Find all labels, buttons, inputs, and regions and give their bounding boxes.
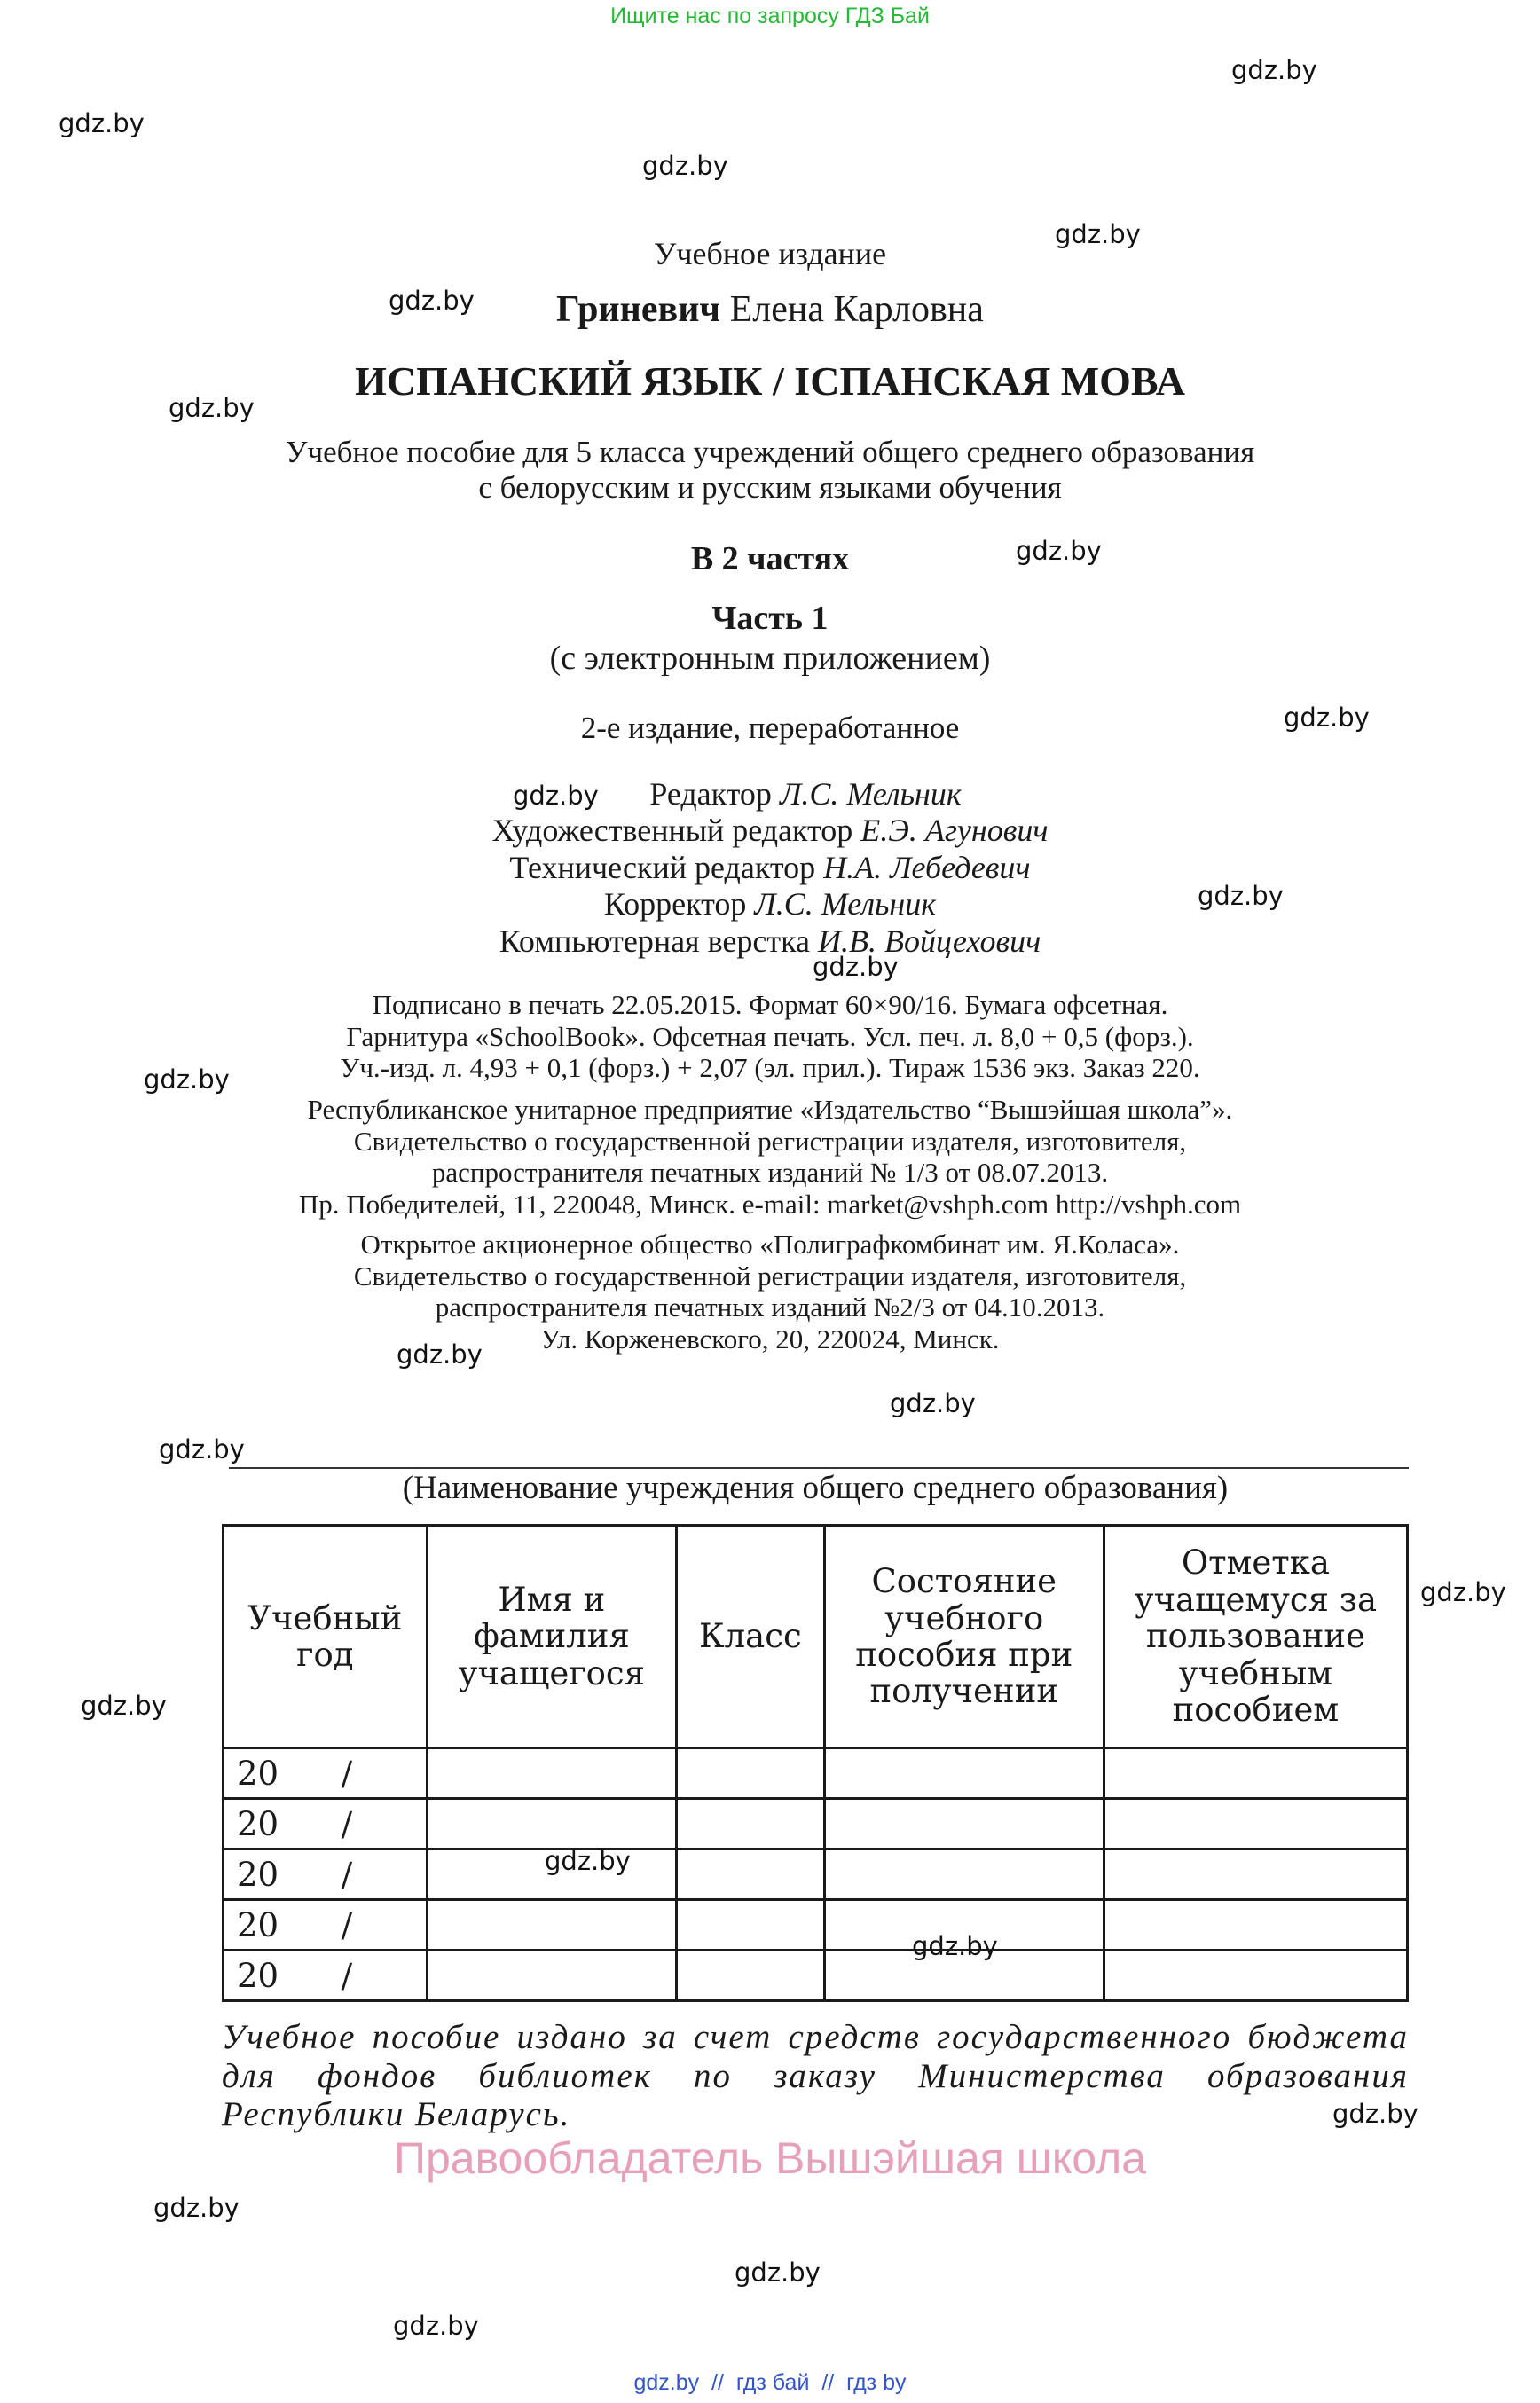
table-cell — [1104, 1951, 1407, 2001]
watermark: gdz.by — [81, 1691, 167, 1721]
watermark: gdz.by — [735, 2258, 821, 2288]
watermark: gdz.by — [513, 781, 599, 811]
table-cell — [677, 1799, 825, 1849]
watermark: gdz.by — [912, 1931, 998, 1961]
printer-info — [0, 1229, 1540, 1355]
table-row — [224, 1849, 1408, 1900]
table-cell — [427, 1799, 676, 1849]
table-header-cell: Отметка учащемуся за пользование учебным пособием — [1104, 1526, 1407, 1748]
year-cell: 20 / — [224, 1748, 428, 1799]
credit-name: Е.Э. Агунович — [860, 813, 1049, 849]
subtitle-line: с белорусским и русским языками обучения — [478, 470, 1062, 506]
watermark: gdz.by — [389, 286, 475, 316]
credit-name: Л.С. Мельник — [754, 886, 937, 923]
edition-note: 2-е издание, переработанное — [580, 711, 960, 745]
book-subtitle — [0, 435, 1540, 507]
table-cell — [677, 1900, 825, 1951]
author — [0, 288, 1540, 331]
table-row — [224, 1799, 1408, 1849]
table-cell — [427, 1951, 676, 2001]
credit-line — [0, 813, 1540, 849]
table-cell — [1104, 1748, 1407, 1799]
imprint-line: Уч.-изд. л. 4,93 + 0,1 (форз.) + 2,07 (эл. прил.). Тираж 1536 экз. Заказ 220. — [340, 1052, 1200, 1084]
publisher-info — [0, 1094, 1540, 1221]
watermark: gdz.by — [1055, 219, 1141, 249]
publisher-line: распространителя печатных изданий № 1/3 от 08.07.2013. — [431, 1157, 1109, 1189]
credit-line — [0, 886, 1540, 923]
watermark: gdz.by — [59, 108, 145, 138]
credit-role: Технический редактор — [509, 849, 816, 885]
rights-holder: Правообладатель Вышэйшая школа — [394, 2133, 1146, 2183]
watermark: gdz.by — [169, 393, 255, 423]
watermark: gdz.by — [153, 2193, 240, 2223]
subtitle-line: Учебное пособие для 5 класса учреждений общего среднего образования — [285, 435, 1255, 469]
table-header-cell: Учебный год — [224, 1526, 428, 1748]
credits — [0, 776, 1540, 960]
printer-line: Ул. Корженевского, 20, 220024, Минск. — [540, 1323, 1000, 1355]
credit-line — [0, 850, 1540, 886]
year-cell: 20 / — [224, 1900, 428, 1951]
table-cell — [824, 1900, 1104, 1951]
table-header-cell: Состояние учебного пособия при получении — [824, 1526, 1104, 1748]
footer-links[interactable]: gdz.by // гдз бай // гдз by — [633, 2370, 907, 2395]
table-cell — [824, 1748, 1104, 1799]
watermark: gdz.by — [159, 1434, 245, 1465]
watermark: gdz.by — [144, 1064, 230, 1095]
watermark: gdz.by — [1332, 2099, 1418, 2129]
table-cell — [1104, 1849, 1407, 1900]
printer-line: Свидетельство о государственной регистрации издателя, изготовителя, — [353, 1260, 1187, 1292]
publisher-line: Свидетельство о государственной регистрации издателя, изготовителя, — [353, 1125, 1187, 1157]
year-cell: 20 / — [224, 1951, 428, 2001]
table-cell — [427, 1748, 676, 1799]
book-title: ИСПАНСКИЙ ЯЗЫК / ІСПАНСКАЯ МОВА — [355, 358, 1185, 404]
part-note: (с электронным приложением) — [549, 640, 991, 677]
table-header-row — [224, 1526, 1408, 1748]
credit-role: Художественный редактор — [491, 813, 853, 849]
watermark: gdz.by — [1016, 536, 1102, 566]
imprint — [0, 989, 1540, 1084]
author-surname: Гриневич — [556, 289, 721, 330]
publisher-line: Республиканское унитарное предприятие «Издательство “Вышэйшая школа”». — [307, 1094, 1233, 1125]
watermark: gdz.by — [393, 2311, 479, 2341]
watermark: gdz.by — [642, 151, 728, 181]
watermark: gdz.by — [1198, 881, 1284, 911]
credit-role: Редактор — [649, 776, 772, 812]
credit-line — [0, 923, 1540, 960]
table-cell — [1104, 1799, 1407, 1849]
watermark: gdz.by — [890, 1388, 976, 1418]
watermark: gdz.by — [397, 1339, 483, 1370]
credit-name: Л.С. Мельник — [779, 776, 962, 812]
student-register-table — [222, 1524, 1409, 2002]
publisher-line: Пр. Победителей, 11, 220048, Минск. e-mail: market@vshph.com http://vshph.com — [298, 1188, 1242, 1220]
author-name: Елена Карловна — [729, 289, 984, 330]
edition-type: Учебное издание — [653, 236, 887, 271]
watermark: gdz.by — [1420, 1577, 1506, 1607]
credit-role: Корректор — [603, 886, 747, 923]
credit-role: Компьютерная верстка — [499, 923, 811, 959]
table-header-cell: Класс — [677, 1526, 825, 1748]
year-cell: 20 / — [224, 1799, 428, 1849]
credit-line — [71, 776, 1540, 813]
table-cell — [824, 1849, 1104, 1900]
table-row — [224, 1951, 1408, 2001]
table-cell — [427, 1849, 676, 1900]
watermark: gdz.by — [1284, 703, 1370, 733]
year-cell: 20 / — [224, 1849, 428, 1900]
institution-caption: (Наименование учреждения общего среднего образования) — [402, 1470, 1229, 1506]
printer-line: Открытое акционерное общество «Полиграфкомбинат им. Я.Коласа». — [360, 1229, 1180, 1260]
printer-line: распространителя печатных изданий №2/3 от 04.10.2013. — [435, 1292, 1105, 1323]
watermark: gdz.by — [813, 952, 899, 982]
credit-name: Н.А. Лебедевич — [823, 849, 1031, 885]
part-number: Часть 1 — [711, 600, 829, 637]
table-cell — [824, 1951, 1104, 2001]
top-banner[interactable]: Ищите нас по запросу ГДЗ Бай — [610, 4, 930, 28]
table-cell — [824, 1799, 1104, 1849]
table-cell — [677, 1748, 825, 1799]
table-cell — [1104, 1900, 1407, 1951]
parts-count: В 2 частях — [690, 540, 850, 577]
imprint-line: Подписано в печать 22.05.2015. Формат 60×90/16. Бумага офсетная. — [372, 989, 1168, 1020]
funding-note: Учебное пособие издано за счет средств государственного бюджета для фондов библиотек по заказу Министерства образования Республики Беларусь. — [222, 2018, 1409, 2134]
table-cell — [427, 1900, 676, 1951]
table-row — [224, 1900, 1408, 1951]
credit-name: И.В. Войцехович — [818, 923, 1041, 959]
watermark: gdz.by — [1231, 55, 1317, 85]
watermark: gdz.by — [545, 1846, 631, 1876]
table-row — [224, 1748, 1408, 1799]
table-cell — [677, 1951, 825, 2001]
table-cell — [677, 1849, 825, 1900]
table-header-cell: Имя и фамилия учащегося — [427, 1526, 676, 1748]
imprint-line: Гарнитура «SchoolBook». Офсетная печать. Усл. печ. л. 8,0 + 0,5 (форз.). — [346, 1020, 1194, 1052]
